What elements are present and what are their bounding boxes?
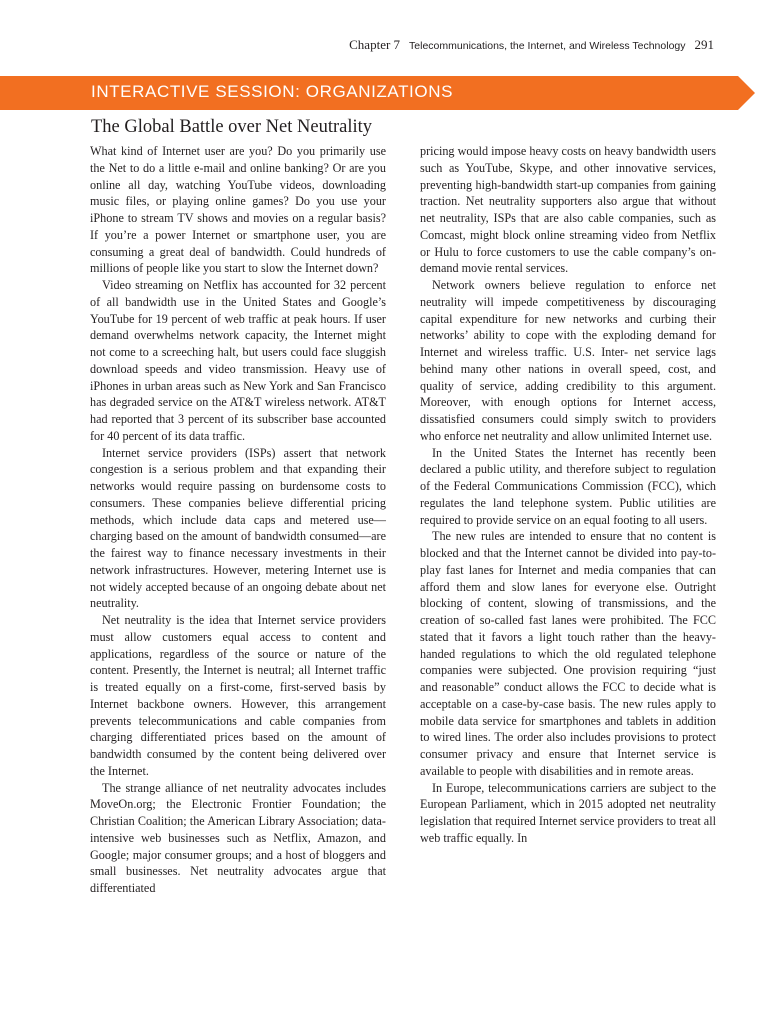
- paragraph: Video streaming on Netflix has accounted for 32 percent of all bandwidth use in the United States and Google’s YouTube for 19 percent of web traffic at peak hours. If user demand overwhelms network capacity, the Internet might not come to a screeching halt, but users could face sluggish download speeds and video transmission. Heavy use of iPhones in urban areas such as New York and San Francisco has degraded service on the AT&T wireless network. AT&T had reported that 3 percent of its subscriber base accounted for 40 percent of its data traffic.: [90, 278, 386, 443]
- paragraph: pricing would impose heavy costs on heavy bandwidth users such as YouTube, Skype, and other innovative services, preventing high-bandwidth start-up companies from gaining traction. Net neutrality supporters also argue that without net neutrality, ISPs that are also cable companies, such as Comcast, might block online streaming video from Netflix or Hulu to force customers to use the cable company’s on-demand movie rental services.: [420, 144, 716, 276]
- paragraph: The new rules are intended to ensure that no content is blocked and that the Internet cannot be divided into pay-to-play fast lanes for Internet and media companies that can afford them and slow lanes for everyone else. Outright blocking of content, slowing of transmissions, and the creation of so-called fast lanes were prohibited. The FCC stated that it favors a light touch rather than the heavy-handed regulations to which the old regulated telephone companies were subjected. One provision requiring “just and reasonable” conduct allows the FCC to decide what is acceptable on a case-by-case basis. The new rules apply to mobile data service for smartphones and tablets in addition to wired lines. The order also includes provisions to protect consumer privacy and ensure that Internet service is available to people with disabilities and in remote areas.: [420, 529, 716, 778]
- paragraph: Net neutrality is the idea that Internet service providers must allow customers equal access to content and applications, regardless of the source or nature of the content. Presently, the Internet is neutral; all Internet traffic is treated equally on a first-come, first-served basis by Internet backbone owners. However, this arrangement prevents telecommunications and cable companies from charging differentiated prices based on the amount of bandwidth consumed by the content being delivered over the Internet.: [90, 613, 386, 778]
- article-title: The Global Battle over Net Neutrality: [91, 117, 373, 137]
- article-left-column: [90, 143, 386, 897]
- paragraph: Internet service providers (ISPs) assert that network congestion is a serious problem and that expanding their networks would require passing on burdensome costs to consumers. These companies believe differential pricing methods, which include data caps and metered use—charging based on the amount of bandwidth consumed—are the fairest way to finance necessary investments in their network infrastructures. However, metering Internet use is not widely accepted because of an ongoing debate about net neutrality.: [90, 445, 386, 611]
- page-number: 291: [694, 37, 714, 52]
- running-header: [349, 37, 714, 53]
- section-banner-label: INTERACTIVE SESSION: ORGANIZATIONS: [91, 82, 454, 101]
- chapter-title: Telecommunications, the Internet, and Wireless Technology: [409, 40, 686, 52]
- paragraph: Network owners believe regulation to enforce net neutrality will impede competitiveness by discouraging capital expenditure for new networks and curbing their networks’ ability to cope with the exploding demand for Internet and wireless traffic. U.S. Inter- net service lags behind many other nations in overall speed, cost, and quality of service, adding credibility to this argument. Moreover, with enough options for Internet access, dissatisfied consumers could simply switch to providers who enforce net neutrality and allow unlimited Internet use.: [420, 278, 716, 443]
- chapter-label: Chapter 7: [349, 37, 401, 52]
- article-right-column: [420, 143, 716, 847]
- paragraph: In the United States the Internet has recently been declared a public utility, and therefore subject to regulation of the Federal Communications Commission (FCC), which regulates the land telephone system. Public utilities are required to provide service on an equal footing to all users.: [420, 445, 716, 527]
- paragraph: In Europe, telecommunications carriers are subject to the European Parliament, which in 2015 adopted net neutrality legislation that required Internet service providers to treat all web traffic equally. In: [420, 780, 716, 845]
- section-banner-arrow: [738, 76, 755, 110]
- paragraph: What kind of Internet user are you? Do you primarily use the Net to do a little e-mail and online banking? Or are you online all day, watching YouTube videos, downloading music files, or playing online games? Do you use your iPhone to stream TV shows and movies on a regular basis? If you’re a power Internet or smartphone user, you are consuming a great deal of bandwidth. Could hundreds of millions of people like you start to slow the Internet down?: [90, 144, 386, 276]
- paragraph: The strange alliance of net neutrality advocates includes MoveOn.org; the Electronic Frontier Foundation; the Christian Coalition; the American Library Association; data-intensive web businesses such as Netflix, Amazon, and Google; major consumer groups; and a host of bloggers and small businesses. Net neutrality advocates argue that differentiated: [90, 780, 386, 895]
